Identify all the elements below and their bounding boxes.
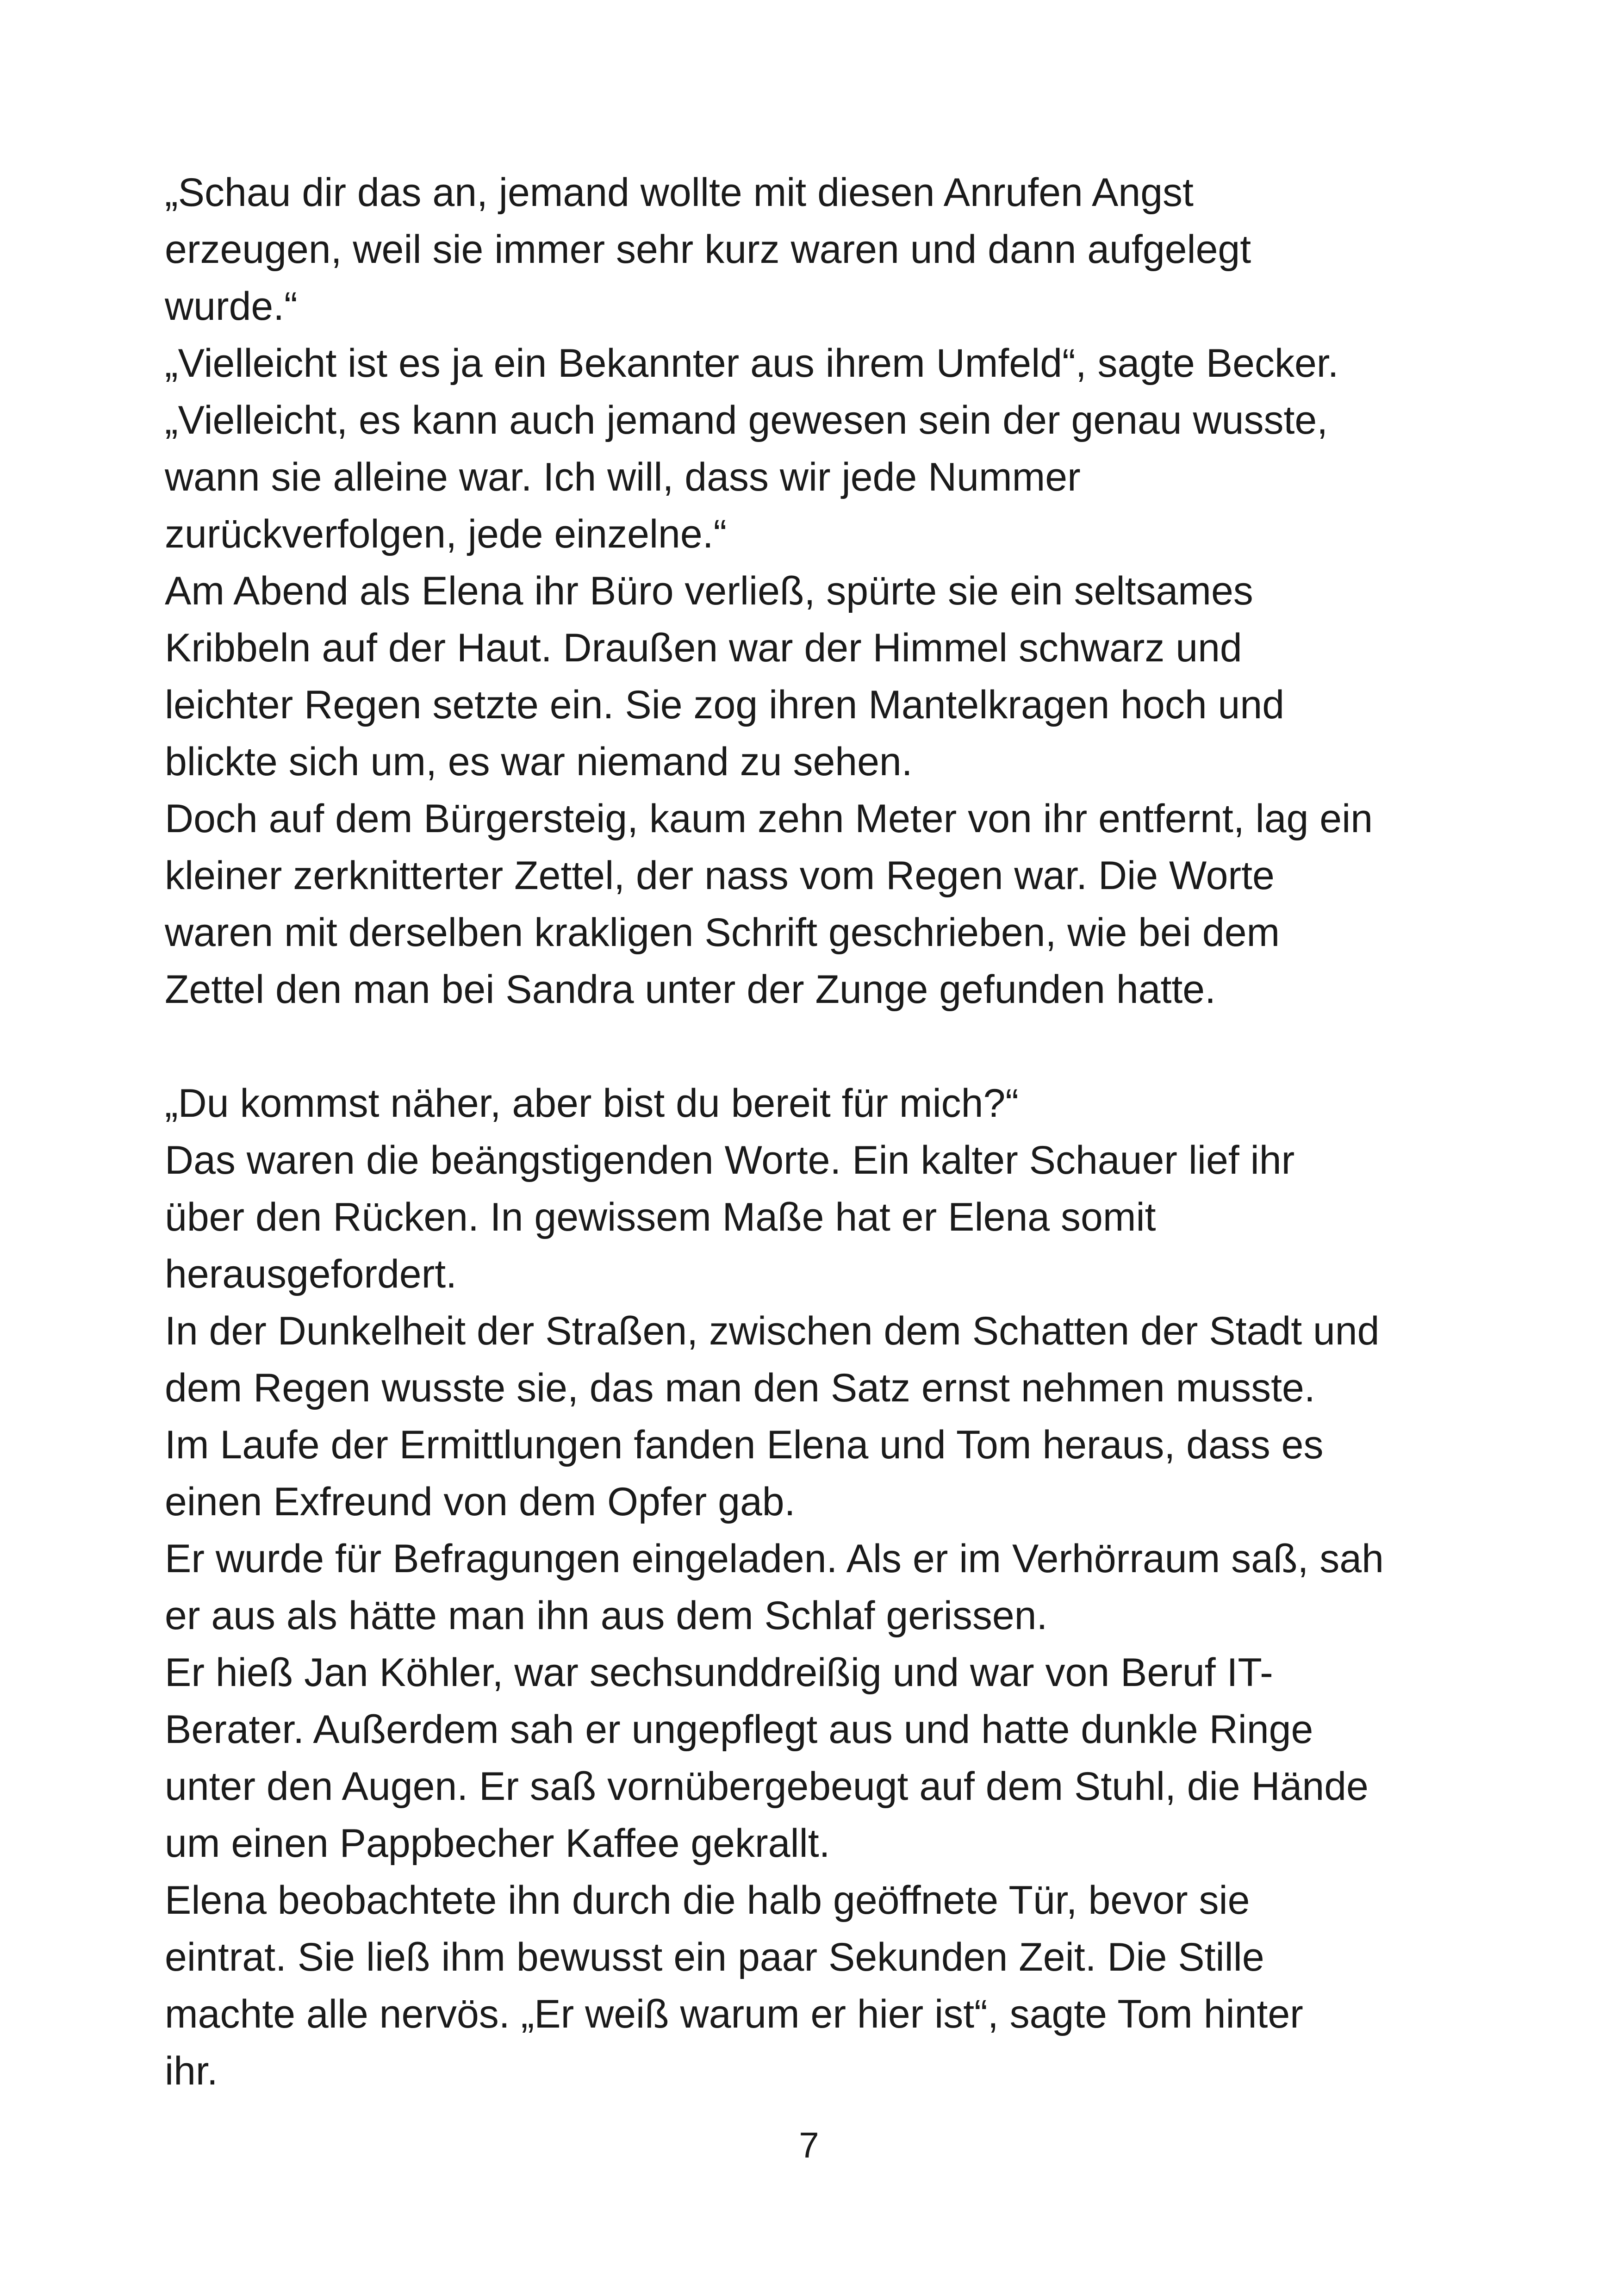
- text-line: dem Regen wusste sie, das man den Satz ernst nehmen musste.: [165, 1366, 1315, 1410]
- text-line: „Vielleicht, es kann auch jemand gewesen sein der genau wusste,: [165, 398, 1328, 442]
- text-line: Im Laufe der Ermittlungen fanden Elena und Tom heraus, dass es: [165, 1423, 1324, 1467]
- text-line: ihr.: [165, 2049, 218, 2093]
- text-line: zurückverfolgen, jede einzelne.“: [165, 512, 727, 556]
- body-text: [165, 164, 1498, 2100]
- text-line: herausgefordert.: [165, 1252, 457, 1296]
- text-line: einen Exfreund von dem Opfer gab.: [165, 1480, 796, 1524]
- text-line: blickte sich um, es war niemand zu sehen.: [165, 740, 913, 784]
- text-line: „Schau dir das an, jemand wollte mit diesen Anrufen Angst: [165, 170, 1194, 215]
- text-line: machte alle nervös. „Er weiß warum er hier ist“, sagte Tom hinter: [165, 1992, 1303, 2036]
- text-line: „Du kommst näher, aber bist du bereit für mich?“: [165, 1081, 1019, 1126]
- text-line: leichter Regen setzte ein. Sie zog ihren Mantelkragen hoch und: [165, 683, 1285, 727]
- text-line: Kribbeln auf der Haut. Draußen war der Himmel schwarz und: [165, 626, 1242, 670]
- text-line: über den Rücken. In gewissem Maße hat er Elena somit: [165, 1195, 1156, 1239]
- text-line: Berater. Außerdem sah er ungepflegt aus und hatte dunkle Ringe: [165, 1707, 1313, 1752]
- text-line: In der Dunkelheit der Straßen, zwischen dem Schatten der Stadt und: [165, 1309, 1380, 1353]
- text-line: waren mit derselben krakligen Schrift geschrieben, wie bei dem: [165, 910, 1280, 955]
- text-line: „Vielleicht ist es ja ein Bekannter aus ihrem Umfeld“, sagte Becker.: [165, 341, 1339, 386]
- text-line: wann sie alleine war. Ich will, dass wir jede Nummer: [165, 455, 1081, 499]
- text-line: wurde.“: [165, 284, 298, 329]
- text-line: erzeugen, weil sie immer sehr kurz waren und dann aufgelegt: [165, 227, 1251, 272]
- text-line: er aus als hätte man ihn aus dem Schlaf gerissen.: [165, 1593, 1048, 1638]
- text-line: Doch auf dem Bürgersteig, kaum zehn Meter von ihr entfernt, lag ein: [165, 796, 1373, 841]
- text-line: Er hieß Jan Köhler, war sechsunddreißig und war von Beruf IT-: [165, 1650, 1273, 1695]
- page-number: 7: [799, 2125, 819, 2165]
- text-line: Am Abend als Elena ihr Büro verließ, spürte sie ein seltsames: [165, 569, 1253, 613]
- blank-line: [165, 1018, 1498, 1075]
- text-line: um einen Pappbecher Kaffee gekrallt.: [165, 1821, 830, 1866]
- text-line: eintrat. Sie ließ ihm bewusst ein paar Sekunden Zeit. Die Stille: [165, 1935, 1264, 1979]
- text-line: kleiner zerknitterter Zettel, der nass vom Regen war. Die Worte: [165, 853, 1275, 898]
- text-line: Er wurde für Befragungen eingeladen. Als er im Verhörraum saß, sah: [165, 1537, 1384, 1581]
- text-line: Zettel den man bei Sandra unter der Zunge gefunden hatte.: [165, 967, 1216, 1012]
- text-line: Das waren die beängstigenden Worte. Ein kalter Schauer lief ihr: [165, 1138, 1295, 1182]
- text-line: unter den Augen. Er saß vornübergebeugt auf dem Stuhl, die Hände: [165, 1764, 1369, 1809]
- text-line: Elena beobachtete ihn durch die halb geöffnete Tür, bevor sie: [165, 1878, 1250, 1923]
